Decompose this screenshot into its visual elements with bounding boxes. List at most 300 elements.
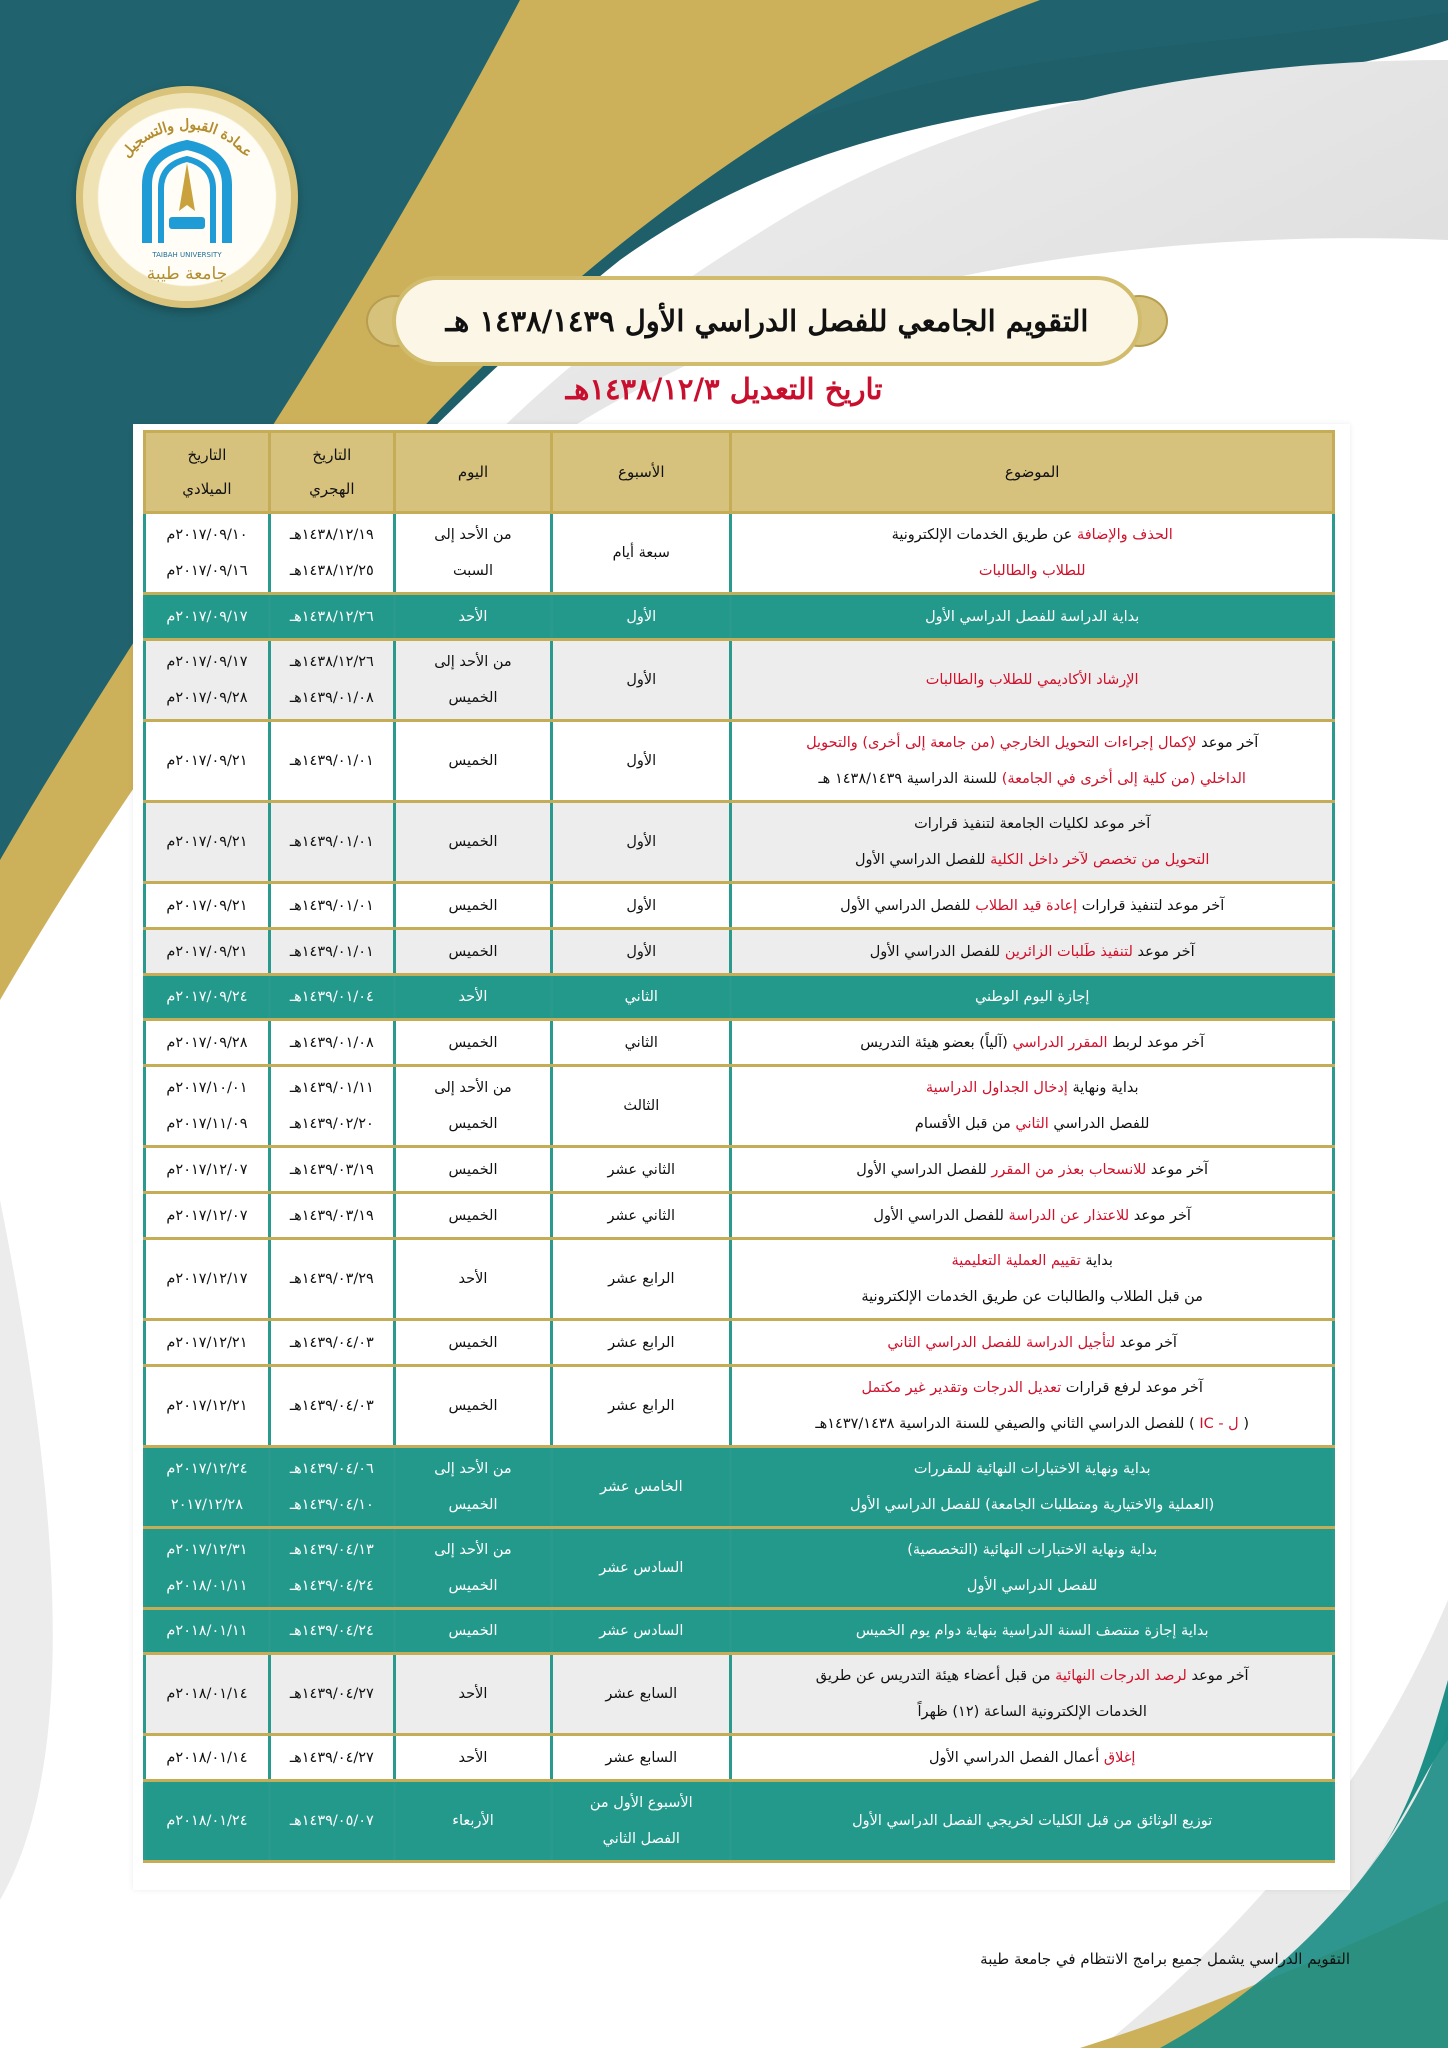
title-pill — [392, 276, 1142, 366]
week-line: الرابع عشر — [608, 1398, 675, 1414]
topic-line — [736, 1487, 1328, 1523]
university-logo — [76, 86, 298, 308]
cell-topic — [731, 1147, 1334, 1193]
topic-line — [736, 806, 1328, 842]
day-line: الخميس — [448, 1161, 498, 1178]
greg-line: ٢٠١٧/٠٩/١٧م — [166, 654, 248, 670]
table-row — [145, 1066, 1334, 1147]
cell-week — [552, 883, 731, 929]
greg-line: ٢٠١٧/٠٩/١٠م — [166, 527, 248, 543]
hijri-line: ١٤٣٩/٠٤/٠٣هـ — [289, 1334, 374, 1351]
cell-day — [394, 1781, 551, 1862]
greg-line: ٢٠١٧/١٢/٢٨ — [170, 1497, 243, 1513]
topic-text: آخر موعد لربط — [1107, 1034, 1205, 1051]
topic-line — [736, 1740, 1328, 1776]
day-line: الأحد — [458, 1749, 488, 1766]
hijri-line: ١٤٣٩/٠٣/١٩هـ — [289, 1207, 374, 1224]
week-line: الفصل الثاني — [602, 1831, 680, 1847]
cell-hijri — [269, 975, 394, 1020]
topic-text: إجازة اليوم الوطني — [974, 989, 1090, 1005]
cell-topic — [731, 513, 1334, 594]
highlighted-text: إدخال الجداول الدراسية — [925, 1080, 1068, 1096]
topic-line — [736, 1532, 1328, 1568]
week-line: الأول — [626, 897, 657, 914]
cell-day — [394, 1193, 551, 1239]
greg-line: ٢٠١٧/٠٩/١٦م — [166, 563, 248, 579]
topic-text: أعمال الفصل الدراسي الأول — [928, 1749, 1104, 1766]
cell-hijri — [269, 721, 394, 802]
topic-text: من قبل الأقسام — [914, 1116, 1016, 1132]
topic-line — [736, 1243, 1328, 1279]
cell-week — [552, 929, 731, 975]
cell-day — [394, 640, 551, 721]
hijri-line: ١٤٣٨/١٢/٢٦هـ — [289, 608, 374, 625]
topic-text: آخر موعد — [1146, 1161, 1209, 1178]
cell-week — [552, 1735, 731, 1781]
cell-greg — [145, 1609, 270, 1654]
cell-greg — [145, 1147, 270, 1193]
cell-hijri — [269, 513, 394, 594]
day-line: الأحد — [458, 1686, 488, 1702]
cell-hijri — [269, 640, 394, 721]
day-line: الخميس — [448, 1116, 498, 1132]
topic-text: آخر موعد لتنفيذ قرارات — [1077, 897, 1225, 914]
week-line: الأول — [626, 672, 657, 688]
week-line: الثاني عشر — [607, 1161, 676, 1178]
highlighted-text: ل - IC — [1199, 1416, 1239, 1432]
highlighted-text: لإكمال إجراءات التحويل الخارجي (من جامعة إلى أخرى) والتحويل — [806, 735, 1197, 751]
day-line: الخميس — [448, 690, 498, 706]
week-line: الأول — [626, 834, 657, 850]
topic-text: للفصل الدراسي الأول — [856, 1161, 992, 1178]
cell-hijri — [269, 1735, 394, 1781]
topic-text: من قبل الطلاب والطالبات عن طريق الخدمات الإلكترونية — [861, 1289, 1203, 1305]
topic-text: بداية إجازة منتصف السنة الدراسية بنهاية دوام يوم الخميس — [855, 1623, 1209, 1639]
cell-greg — [145, 1654, 270, 1735]
table-row — [145, 1366, 1334, 1447]
highlighted-text: للانسحاب بعذر من المقرر — [991, 1161, 1147, 1178]
day-line: من الأحد إلى — [434, 1080, 512, 1096]
greg-line: ٢٠١٧/٠٩/٢١م — [166, 834, 248, 850]
greg-line: ٢٠١٨/٠١/١٤م — [166, 1686, 248, 1702]
header-greg-line1: التاريخ — [187, 446, 227, 464]
cell-greg — [145, 975, 270, 1020]
topic-text: للفصل الدراسي الأول — [966, 1578, 1098, 1594]
cell-hijri — [269, 1366, 394, 1447]
greg-line: ٢٠١٧/١٢/٠٧م — [166, 1207, 248, 1224]
hijri-line: ١٤٣٩/٠٤/٠٣هـ — [289, 1398, 374, 1414]
day-line: الخميس — [448, 897, 498, 914]
hijri-line: ١٤٣٨/١٢/٢٦هـ — [289, 654, 374, 670]
header-gregorian — [145, 432, 270, 513]
topic-text: بداية ونهاية — [1067, 1080, 1139, 1096]
cell-hijri — [269, 1528, 394, 1609]
cell-week — [552, 1066, 731, 1147]
cell-greg — [145, 513, 270, 594]
logo-arabic-text: جامعة طيبة — [146, 264, 228, 284]
table-row — [145, 975, 1334, 1020]
cell-week — [552, 1609, 731, 1654]
topic-line — [736, 761, 1328, 797]
topic-text: آخر موعد — [1196, 735, 1259, 751]
hijri-line: ١٤٣٩/٠١/٠١هـ — [289, 943, 374, 960]
cell-greg — [145, 640, 270, 721]
day-line: الخميس — [448, 1034, 498, 1051]
week-line: الأول — [626, 943, 657, 960]
topic-text: بداية ونهاية الاختبارات النهائية للمقررات — [913, 1461, 1151, 1477]
topic-text: للسنة الدراسية ١٤٣٨/١٤٣٩ هـ — [818, 771, 1002, 787]
cell-week — [552, 1320, 731, 1366]
highlighted-text: لرصد الدرجات النهائية — [1055, 1668, 1187, 1684]
cell-week — [552, 721, 731, 802]
cell-topic — [731, 1654, 1334, 1735]
cell-day — [394, 1654, 551, 1735]
topic-text: عن طريق الخدمات الإلكترونية — [891, 527, 1077, 543]
cell-greg — [145, 594, 270, 640]
cell-hijri — [269, 1654, 394, 1735]
cell-day — [394, 1320, 551, 1366]
topic-text: للفصل الدراسي الأول — [854, 852, 991, 868]
topic-text: (آلياً) بعضو هيئة التدريس — [860, 1034, 1013, 1051]
cell-day — [394, 1066, 551, 1147]
cell-day — [394, 802, 551, 883]
topic-line — [736, 1406, 1328, 1442]
cell-topic — [731, 1609, 1334, 1654]
hijri-line: ١٤٣٨/١٢/١٩هـ — [289, 527, 374, 543]
table-row — [145, 594, 1334, 640]
cell-day — [394, 883, 551, 929]
week-line: الخامس عشر — [599, 1479, 683, 1495]
topic-line — [736, 1803, 1328, 1839]
table-row — [145, 721, 1334, 802]
week-line: الأول — [626, 753, 657, 769]
hijri-line: ١٤٣٩/٠٤/٢٧هـ — [289, 1749, 374, 1766]
cell-week — [552, 1020, 731, 1066]
topic-text: بداية الدراسة للفصل الدراسي الأول — [925, 608, 1140, 625]
greg-line: ٢٠١٧/٠٩/١٧م — [166, 608, 248, 625]
topic-text: آخر موعد لرفع قرارات — [1061, 1380, 1203, 1396]
greg-line: ٢٠١٧/٠٩/٢٨م — [166, 690, 248, 706]
day-line: الخميس — [448, 753, 498, 769]
hijri-line: ١٤٣٩/٠٣/٢٩هـ — [289, 1271, 374, 1287]
hijri-line: ١٤٣٩/٠١/١١هـ — [289, 1080, 374, 1096]
topic-line — [736, 1613, 1328, 1649]
cell-week — [552, 640, 731, 721]
cell-topic — [731, 1366, 1334, 1447]
hijri-line: ١٤٣٩/٠٣/١٩هـ — [289, 1161, 374, 1178]
topic-line — [736, 979, 1328, 1015]
day-line: الخميس — [448, 1398, 498, 1414]
topic-line — [736, 1198, 1328, 1234]
cell-greg — [145, 1320, 270, 1366]
cell-day — [394, 1366, 551, 1447]
topic-text: ( — [1238, 1416, 1249, 1432]
table-row — [145, 1735, 1334, 1781]
logo-english-text: TAIBAH UNIVERSITY — [152, 251, 222, 259]
cell-hijri — [269, 929, 394, 975]
cell-week — [552, 513, 731, 594]
greg-line: ٢٠١٧/٠٩/٢٤م — [166, 989, 248, 1005]
highlighted-text: للاعتذار عن الدراسة — [1008, 1207, 1130, 1224]
cell-topic — [731, 1735, 1334, 1781]
day-line: الخميس — [448, 1578, 498, 1594]
hijri-line: ١٤٣٩/٠١/٠١هـ — [289, 834, 374, 850]
cell-hijri — [269, 1066, 394, 1147]
cell-hijri — [269, 1193, 394, 1239]
cell-day — [394, 975, 551, 1020]
highlighted-text: الداخلي (من كلية إلى أخرى في الجامعة) — [1001, 771, 1246, 787]
topic-text: آخر موعد — [1115, 1334, 1177, 1351]
hijri-line: ١٤٣٩/٠٥/٠٧هـ — [289, 1813, 374, 1829]
topic-text: آخر موعد لكليات الجامعة لتنفيذ قرارات — [914, 816, 1151, 832]
greg-line: ٢٠١٧/١٢/٢١م — [166, 1334, 248, 1351]
page-title: التقويم الجامعي للفصل الدراسي الأول ١٤٣٨/١٤٣٩ هـ — [445, 304, 1089, 338]
week-line: الثاني — [624, 989, 658, 1005]
cell-week — [552, 1528, 731, 1609]
cell-week — [552, 1447, 731, 1528]
cell-hijri — [269, 1020, 394, 1066]
header-day: اليوم — [394, 432, 551, 513]
table-row — [145, 1147, 1334, 1193]
cell-week — [552, 1654, 731, 1735]
hijri-line: ١٤٣٩/٠٤/٠٦هـ — [289, 1461, 374, 1477]
topic-line — [736, 842, 1328, 878]
header-week: الأسبوع — [552, 432, 731, 513]
table-header-row — [145, 432, 1334, 513]
table-row — [145, 640, 1334, 721]
highlighted-text: تقييم العملية التعليمية — [951, 1253, 1081, 1269]
greg-line: ٢٠١٨/٠١/١١م — [166, 1623, 248, 1639]
cell-topic — [731, 975, 1334, 1020]
cell-hijri — [269, 1781, 394, 1862]
cell-hijri — [269, 1609, 394, 1654]
table-row — [145, 1239, 1334, 1320]
week-line: السابع عشر — [605, 1686, 678, 1702]
day-line: الأحد — [458, 1271, 488, 1287]
cell-topic — [731, 883, 1334, 929]
topic-line — [736, 599, 1328, 635]
topic-text: للفصل الدراسي الأول — [873, 1207, 1009, 1224]
day-line: من الأحد إلى — [434, 654, 512, 670]
highlighted-text: التحويل من تخصص لآخر داخل الكلية — [990, 852, 1210, 868]
cell-topic — [731, 1528, 1334, 1609]
cell-topic — [731, 721, 1334, 802]
table-row — [145, 1447, 1334, 1528]
cell-week — [552, 975, 731, 1020]
cell-day — [394, 929, 551, 975]
topic-text: ) للفصل الدراسي الثاني والصيفي للسنة الدراسية ١٤٣٧/١٤٣٨هـ — [815, 1416, 1200, 1432]
greg-line: ٢٠١٨/٠١/١١م — [166, 1578, 248, 1594]
week-line: الثاني عشر — [607, 1207, 676, 1224]
cell-topic — [731, 929, 1334, 975]
week-line: السابع عشر — [605, 1749, 678, 1766]
svg-text:عمادة القبول والتسجيل — [119, 117, 256, 161]
table-row — [145, 1781, 1334, 1862]
table-row — [145, 1193, 1334, 1239]
topic-line — [736, 1152, 1328, 1188]
cell-day — [394, 1020, 551, 1066]
greg-line: ٢٠١٧/١٢/٢١م — [166, 1398, 248, 1414]
highlighted-text: إعادة قيد الطلاب — [975, 897, 1078, 914]
topic-line — [736, 1451, 1328, 1487]
day-line: من الأحد إلى — [434, 1542, 512, 1558]
cell-day — [394, 1447, 551, 1528]
cell-week — [552, 1193, 731, 1239]
topic-line — [736, 1070, 1328, 1106]
table-row — [145, 1320, 1334, 1366]
cell-greg — [145, 1447, 270, 1528]
hijri-line: ١٤٣٩/٠٤/١٣هـ — [289, 1542, 374, 1558]
day-line: الخميس — [448, 1334, 498, 1351]
greg-line: ٢٠١٧/٠٩/٢١م — [166, 897, 248, 914]
cell-hijri — [269, 1320, 394, 1366]
topic-text: للفصل الدراسي الأول — [869, 943, 1005, 960]
cell-greg — [145, 1239, 270, 1320]
hijri-line: ١٤٣٩/٠٤/٢٤هـ — [289, 1578, 374, 1594]
cell-day — [394, 513, 551, 594]
table-row — [145, 1609, 1334, 1654]
cell-topic — [731, 640, 1334, 721]
hijri-line: ١٤٣٩/٠١/٠٨هـ — [289, 690, 374, 706]
header-hijri-line2: الهجري — [309, 480, 355, 498]
cell-hijri — [269, 802, 394, 883]
week-line: الثاني — [624, 1034, 658, 1051]
day-line: الأحد — [458, 608, 488, 625]
topic-text: (العملية والاختيارية ومتطلبات الجامعة) للفصل الدراسي الأول — [850, 1497, 1215, 1513]
header-greg-line2: الميلادي — [182, 480, 232, 498]
table-row — [145, 513, 1334, 594]
table-row — [145, 1654, 1334, 1735]
topic-text: توزيع الوثائق من قبل الكليات لخريجي الفصل الدراسي الأول — [852, 1813, 1213, 1829]
header-hijri — [269, 432, 394, 513]
cell-topic — [731, 1239, 1334, 1320]
day-line: الأحد — [458, 989, 488, 1005]
cell-topic — [731, 1320, 1334, 1366]
cell-hijri — [269, 883, 394, 929]
week-line: الأسبوع الأول من — [589, 1795, 693, 1811]
cell-day — [394, 1528, 551, 1609]
hijri-line: ١٤٣٩/٠٢/٢٠هـ — [289, 1116, 374, 1132]
cell-topic — [731, 594, 1334, 640]
greg-line: ٢٠١٧/١٢/٠٧م — [166, 1161, 248, 1178]
hijri-line: ١٤٣٩/٠٤/٢٤هـ — [289, 1623, 374, 1639]
cell-greg — [145, 1066, 270, 1147]
cell-hijri — [269, 594, 394, 640]
cell-greg — [145, 883, 270, 929]
greg-line: ٢٠١٨/٠١/١٤م — [166, 1749, 248, 1766]
day-line: الأربعاء — [452, 1813, 494, 1829]
cell-greg — [145, 1735, 270, 1781]
cell-greg — [145, 721, 270, 802]
cell-greg — [145, 802, 270, 883]
topic-line — [736, 934, 1328, 970]
title-banner — [366, 276, 1168, 366]
header-topic: الموضوع — [731, 432, 1334, 513]
cell-day — [394, 1609, 551, 1654]
topic-text: من قبل أعضاء هيئة التدريس عن طريق — [815, 1668, 1056, 1684]
topic-line — [736, 725, 1328, 761]
topic-line — [736, 1025, 1328, 1061]
table-row — [145, 802, 1334, 883]
topic-text: للفصل الدراسي الأول — [840, 897, 976, 914]
topic-line — [736, 1325, 1328, 1361]
greg-line: ٢٠١٧/٠٩/٢١م — [166, 943, 248, 960]
table-row — [145, 1020, 1334, 1066]
topic-line — [736, 553, 1328, 589]
week-line: سبعة أيام — [612, 545, 670, 561]
hijri-line: ١٤٣٩/٠٤/١٠هـ — [289, 1497, 374, 1513]
cell-day — [394, 1147, 551, 1193]
topic-line — [736, 1694, 1328, 1730]
day-line: الخميس — [448, 943, 498, 960]
cell-topic — [731, 1193, 1334, 1239]
cell-topic — [731, 1781, 1334, 1862]
highlighted-text: للطلاب والطالبات — [978, 563, 1086, 579]
cell-day — [394, 1735, 551, 1781]
highlighted-text: الحذف والإضافة — [1076, 527, 1173, 543]
highlighted-text: لتنفيذ طَلبات الزائرين — [1004, 943, 1133, 960]
topic-line — [736, 1568, 1328, 1604]
cell-week — [552, 1239, 731, 1320]
cell-day — [394, 1239, 551, 1320]
revision-date: تاريخ التعديل ١٤٣٨/١٢/٣هـ — [565, 372, 883, 406]
topic-text: بداية — [1080, 1253, 1113, 1269]
greg-line: ٢٠١٧/١١/٠٩م — [166, 1116, 248, 1132]
topic-text: للفصل الدراسي — [1048, 1116, 1150, 1132]
hijri-line: ١٤٣٩/٠٤/٢٧هـ — [289, 1686, 374, 1702]
topic-line — [736, 888, 1328, 924]
day-line: السبت — [452, 563, 493, 579]
highlighted-text: المقرر الدراسي — [1012, 1034, 1108, 1051]
topic-text: آخر موعد — [1132, 943, 1195, 960]
topic-line — [736, 1370, 1328, 1406]
topic-line — [736, 1658, 1328, 1694]
cell-day — [394, 594, 551, 640]
week-line: الأول — [626, 608, 657, 625]
cell-hijri — [269, 1147, 394, 1193]
cell-greg — [145, 1020, 270, 1066]
day-line: الخميس — [448, 834, 498, 850]
cell-hijri — [269, 1239, 394, 1320]
calendar-table — [143, 430, 1335, 1863]
greg-line: ٢٠١٧/٠٩/٢٨م — [166, 1034, 248, 1051]
hijri-line: ١٤٣٩/٠١/٠٤هـ — [289, 989, 374, 1005]
topic-line — [736, 1106, 1328, 1142]
day-line: الخميس — [448, 1623, 498, 1639]
cell-hijri — [269, 1447, 394, 1528]
cell-week — [552, 1147, 731, 1193]
topic-line — [736, 662, 1328, 698]
highlighted-text: إغلاق — [1103, 1749, 1136, 1766]
hijri-line: ١٤٣٩/٠١/٠١هـ — [289, 897, 374, 914]
cell-greg — [145, 1528, 270, 1609]
topic-text: آخر موعد — [1186, 1668, 1249, 1684]
highlighted-text: الإرشاد الأكاديمي للطلاب والطالبات — [925, 672, 1139, 688]
table-row — [145, 883, 1334, 929]
week-line: السادس عشر — [599, 1560, 684, 1576]
cell-greg — [145, 1366, 270, 1447]
day-line: الخميس — [448, 1207, 498, 1224]
cell-day — [394, 721, 551, 802]
cell-week — [552, 1366, 731, 1447]
topic-line — [736, 1279, 1328, 1315]
cell-topic — [731, 1020, 1334, 1066]
greg-line: ٢٠١٧/١٢/١٧م — [166, 1271, 248, 1287]
hijri-line: ١٤٣٩/٠١/٠٨هـ — [289, 1034, 374, 1051]
cell-greg — [145, 1193, 270, 1239]
hijri-line: ١٤٣٩/٠١/٠١هـ — [289, 753, 374, 769]
greg-line: ٢٠١٧/١٠/٠١م — [166, 1080, 248, 1096]
